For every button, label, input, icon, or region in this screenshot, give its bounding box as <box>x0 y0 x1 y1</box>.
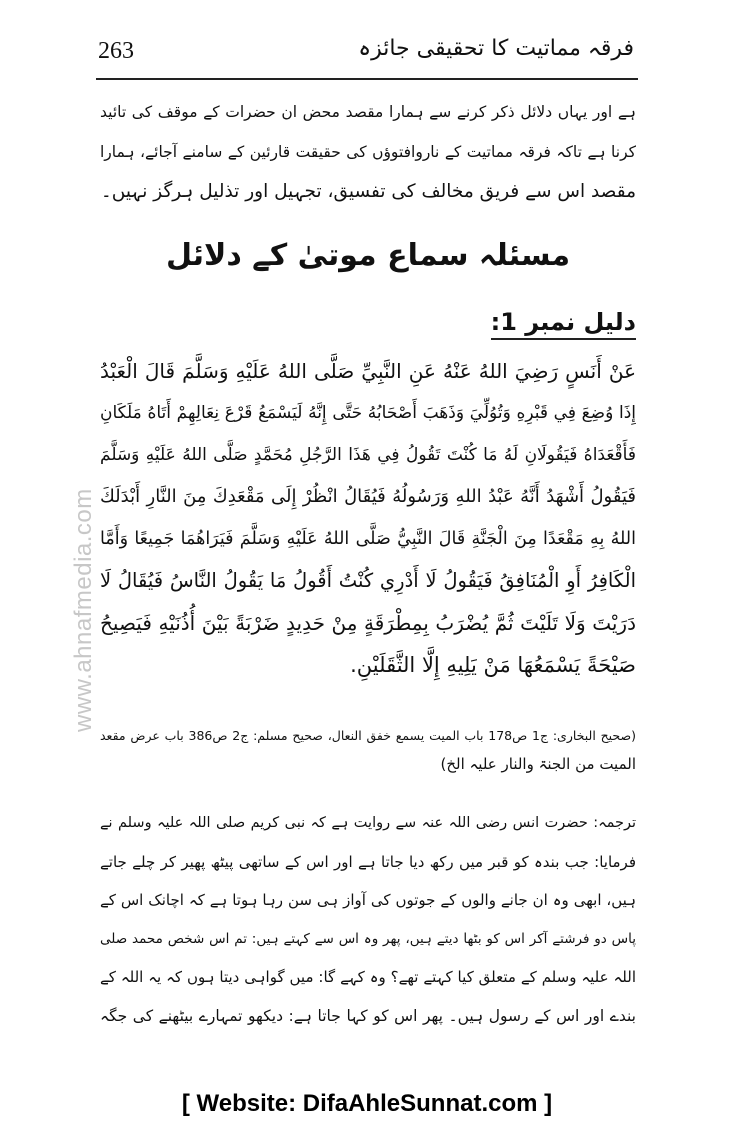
intro-paragraph <box>100 92 636 212</box>
arabic-line: عَنْ أَنَسٍ رَضِيَ اللهُ عَنْهُ عَنِ النَّبِيِّ صَلَّى اللهُ عَلَيْهِ وَسَلَّمَ قَالَ الْعَبْدُ <box>100 359 636 383</box>
translation-line: اللہ علیہ وسلم کے متعلق کیا کہتے تھے؟ وہ کہے گا: میں گواہی دیتا ہوں کہ یہ اللہ کے <box>100 968 636 986</box>
watermark-text: www.ahnafmedia.com <box>70 488 97 732</box>
intro-line: کرنا ہے تاکہ فرقہ مماتیت کے ناروافتوؤں کی حقیقت قارئین کے سامنے آجائے، ہمارا <box>100 143 636 161</box>
intro-line: مقصد اس سے فریق مخالف کی تفسیق، تجہیل اور تذلیل ہرگز نہیں۔ <box>100 181 636 202</box>
evidence-label: دلیل نمبر 1: <box>491 308 636 340</box>
website-banner: [ Website: DifaAhleSunnat.com ] <box>181 1090 553 1117</box>
arabic-line: صَيْحَةً يَسْمَعُهَا مَنْ يَلِيهِ إِلَّا الثَّقَلَيْنِ. <box>350 653 636 677</box>
citation-line: المیت من الجنۃ والنار علیہ الخ) <box>440 755 636 773</box>
page-number: 263 <box>98 38 134 64</box>
citation-line: (صحیح البخاری: ج1 ص178 باب المیت یسمع خفق النعال، صحیح مسلم: ج2 ص386 باب عرض مقعد <box>100 728 636 743</box>
arabic-line: الْكَافِرُ أَوِ الْمُنَافِقُ فَيَقُولُ لَا أَدْرِي كُنْتُ أَقُولُ مَا يَقُولُ النَّاسُ فَيُقَالُ لَا <box>100 569 636 592</box>
arabic-hadith-text <box>100 350 636 686</box>
header-rule <box>96 78 638 80</box>
section-heading: مسئلہ سماع موتیٰ کے دلائل <box>165 238 571 273</box>
arabic-line: اللهُ بِهِ مَقْعَدًا مِنَ الْجَنَّةِ قَالَ النَّبِيُّ صَلَّى اللهُ عَلَيْهِ وَسَلَّمَ فَيَرَاهُمَا جَمِيعًا وَأَمَّا <box>100 529 636 549</box>
arabic-line: فَأَقْعَدَاهُ فَيَقُولَانِ لَهُ مَا كُنْتَ تَقُولُ فِي هَذَا الرَّجُلِ مُحَمَّدٍ صَلَّى اللهُ عَلَيْهِ وَسَلَّمَ <box>100 445 636 465</box>
translation-line: ہیں، ابھی وہ ان جانے والوں کے جوتوں کی آواز ہی سن رہا ہوتا ہے کہ اچانک اس کے <box>100 891 636 909</box>
citation <box>100 722 636 778</box>
translation-line: بندے اور اس کے رسول ہیں۔ پھر اس کو کہا جاتا ہے: دیکھو تمہارے بیٹھنے کی جگہ <box>100 1006 636 1025</box>
translation-line: ترجمہ: حضرت انس رضی اللہ عنہ سے روایت ہے کہ نبی کریم صلی اللہ علیہ وسلم نے <box>100 815 636 831</box>
translation-line: پاس دو فرشتے آکر اس کو بٹھا دیتے ہیں، پھر وہ اس سے کہتے ہیں: تم اس شخص محمد صلی <box>100 930 636 947</box>
arabic-line: إِذَا وُضِعَ فِي قَبْرِهِ وَتُوُلِّيَ وَذَهَبَ أَصْحَابُهُ حَتَّى إِنَّهُ لَيَسْمَعُ قَرْعَ نِعَالِهِمْ أَتَاهُ مَلَكَانِ <box>100 403 636 423</box>
running-title: فرقہ مماتیت کا تحقیقی جائزہ <box>358 36 634 61</box>
arabic-line: دَرَيْتَ وَلَا تَلَيْتَ ثُمَّ يُضْرَبُ بِمِطْرَقَةٍ مِنْ حَدِيدٍ ضَرْبَةً بَيْنَ أُذُنَيْهِ فَيَصِيحُ <box>100 611 636 635</box>
intro-line: ہے اور یہاں دلائل ذکر کرنے سے ہمارا مقصد محض ان حضرات کے موقف کی تائید <box>100 103 636 121</box>
arabic-line: فَيَقُولُ أَشْهَدُ أَنَّهُ عَبْدُ اللهِ وَرَسُولُهُ فَيُقَالُ انْظُرْ إِلَى مَقْعَدِكَ مِنَ النَّارِ أَبْدَلَكَ <box>100 486 636 507</box>
translation-line: فرمایا: جب بندہ کو قبر میں رکھ دیا جاتا ہے اور اس کے ساتھی پیٹھ پھیر کر چلے جاتے <box>100 852 636 871</box>
translation-paragraph <box>100 804 636 1035</box>
